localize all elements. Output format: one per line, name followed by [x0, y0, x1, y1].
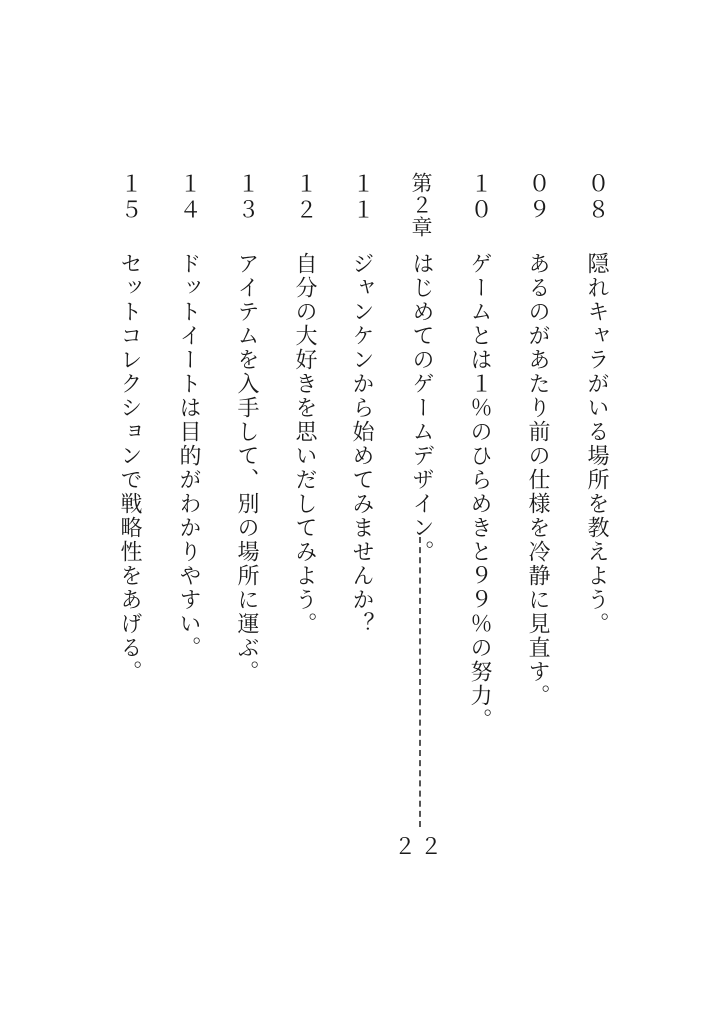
entry-number: １５: [117, 172, 142, 224]
entry-title: ジャンケンから始めてみませんか？: [349, 252, 374, 636]
entry-title: アイテムを入手して、別の場所に運ぶ。: [234, 252, 259, 684]
entry-title: ゲームとは１％のひらめきと９９％の努力。: [467, 252, 492, 732]
entry-number: １２: [292, 172, 317, 224]
entry-title: ドットイートは目的がわかりやすい。: [176, 252, 201, 660]
entry-number: １０: [467, 172, 492, 224]
entry-number: １４: [176, 172, 201, 224]
entry-title: 自分の大好きを思いだしてみよう。: [292, 252, 317, 636]
entry-number: １１: [349, 172, 374, 224]
chapter-title: はじめてのゲームデザイン。: [409, 252, 434, 564]
chapter-label: 第２章: [409, 172, 433, 238]
entry-title: セットコレクションで戦略性をあげる。: [117, 252, 142, 684]
entry-number: ０９: [525, 172, 550, 224]
leader-line: [419, 537, 421, 827]
entry-title: あるのがあたり前の仕様を冷静に見直す。: [525, 252, 550, 708]
entry-title: 隠れキャラがいる場所を教えよう。: [584, 252, 609, 636]
chapter-page-number: ２２: [394, 835, 447, 860]
entry-number: ０８: [584, 172, 609, 224]
entry-number: １３: [234, 172, 259, 224]
